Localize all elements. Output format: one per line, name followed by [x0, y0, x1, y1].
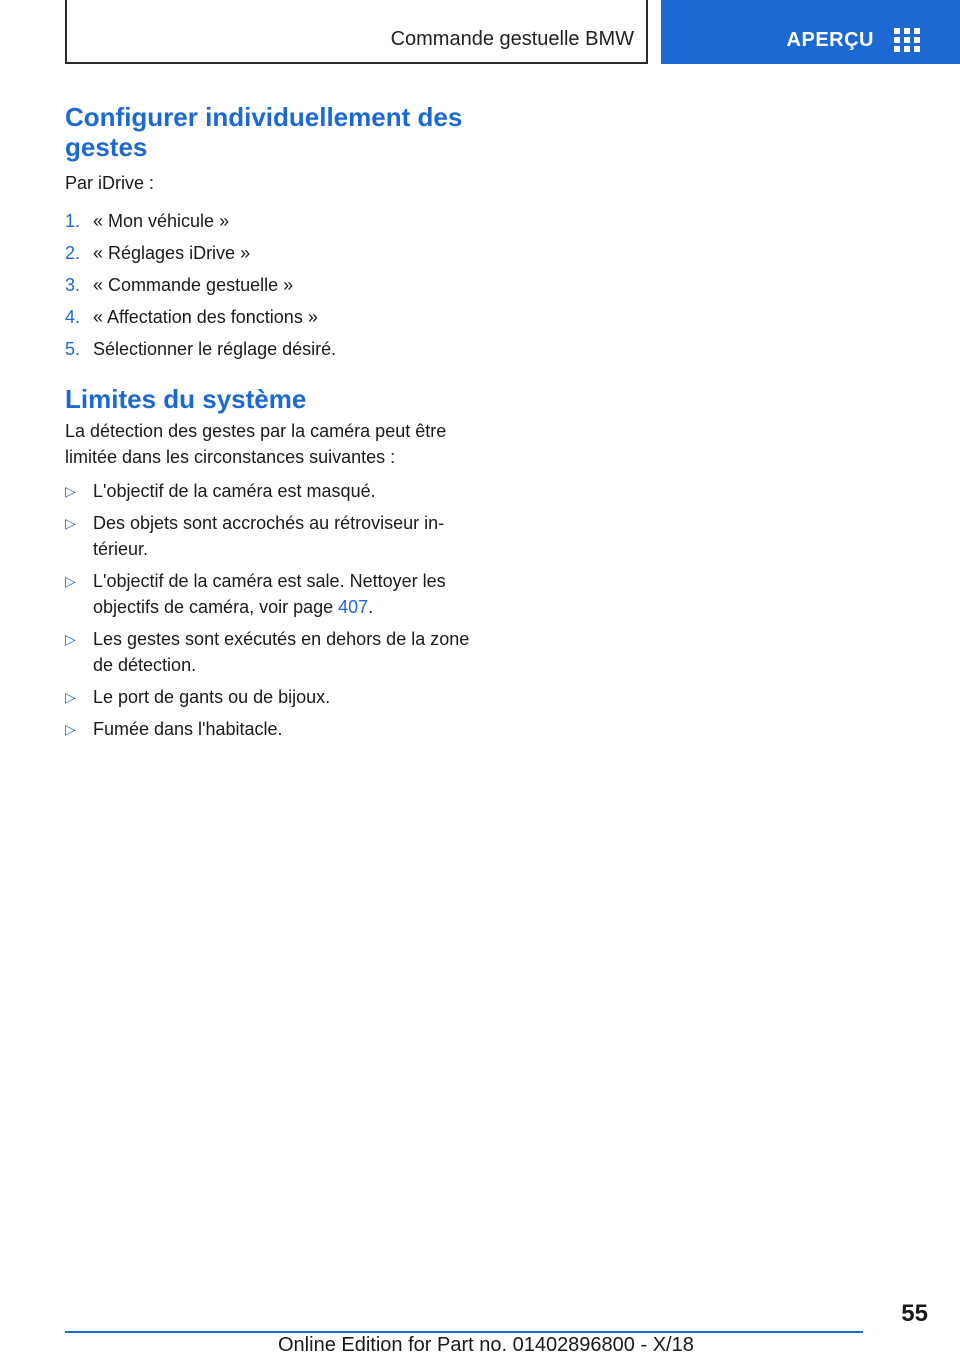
overview-tab-label: APERÇU — [786, 29, 874, 51]
step-text: « Réglages iDrive » — [93, 243, 251, 263]
triangle-bullet-icon: ▷ — [65, 631, 76, 647]
triangle-bullet-icon: ▷ — [65, 721, 76, 737]
step-number: 2. — [65, 243, 81, 263]
section-heading-configure: Configurer individuellement des gestes — [65, 102, 463, 162]
step-number: 5. — [65, 339, 81, 359]
step-item — [65, 240, 475, 266]
triangle-bullet-icon: ▷ — [65, 573, 76, 589]
steps-list — [65, 208, 475, 362]
list-item-text: Des objets sont accrochés au rétroviseur in‐térieur. — [93, 513, 445, 559]
step-number: 4. — [65, 307, 81, 327]
section-intro-limits: La détection des gestes par la caméra peut être limitée dans les circonstances suivantes : — [65, 421, 447, 467]
list-item-text: Le port de gants ou de bijoux. — [93, 687, 331, 707]
footer-edition-text: Online Edition for Part no. 01402896800 - X/18 — [278, 1334, 694, 1356]
list-item-text: Les gestes sont exécutés en dehors de la zone de détection. — [93, 629, 470, 675]
list-item-text: Fumée dans l'habitacle. — [93, 719, 283, 739]
footer-divider — [65, 1331, 863, 1333]
main-content — [65, 102, 475, 748]
header-box — [65, 0, 648, 64]
list-item — [65, 568, 475, 620]
list-item — [65, 510, 475, 562]
triangle-bullet-icon: ▷ — [65, 515, 76, 531]
step-item — [65, 272, 475, 298]
section-intro-idrive: Par iDrive : — [65, 173, 155, 193]
list-item — [65, 478, 475, 504]
section-heading-limits: Limites du système — [65, 384, 307, 414]
header-title: Commande gestuelle BMW — [390, 28, 634, 50]
step-item — [65, 208, 475, 234]
step-item — [65, 336, 475, 362]
list-item-text: L'objectif de la caméra est masqué. — [93, 481, 376, 501]
step-text: « Mon véhicule » — [93, 211, 230, 231]
grid-icon — [894, 28, 922, 52]
step-item — [65, 304, 475, 330]
list-item-text: L'objectif de la caméra est sale. Nettoyer les objectifs de caméra, voir page — [93, 571, 446, 617]
step-text: « Affectation des fonctions » — [93, 307, 318, 327]
list-item — [65, 626, 475, 678]
overview-tab[interactable] — [661, 0, 960, 64]
list-item — [65, 716, 475, 742]
list-item — [65, 684, 475, 710]
limits-list — [65, 478, 475, 742]
step-number: 3. — [65, 275, 81, 295]
triangle-bullet-icon: ▷ — [65, 689, 76, 705]
list-item-suffix: . — [368, 597, 374, 617]
triangle-bullet-icon: ▷ — [65, 483, 76, 499]
page-link[interactable]: 407 — [338, 597, 369, 617]
page-number: 55 — [901, 1300, 928, 1327]
step-text: Sélectionner le réglage désiré. — [93, 339, 337, 359]
step-text: « Commande gestuelle » — [93, 275, 294, 295]
step-number: 1. — [65, 211, 81, 231]
